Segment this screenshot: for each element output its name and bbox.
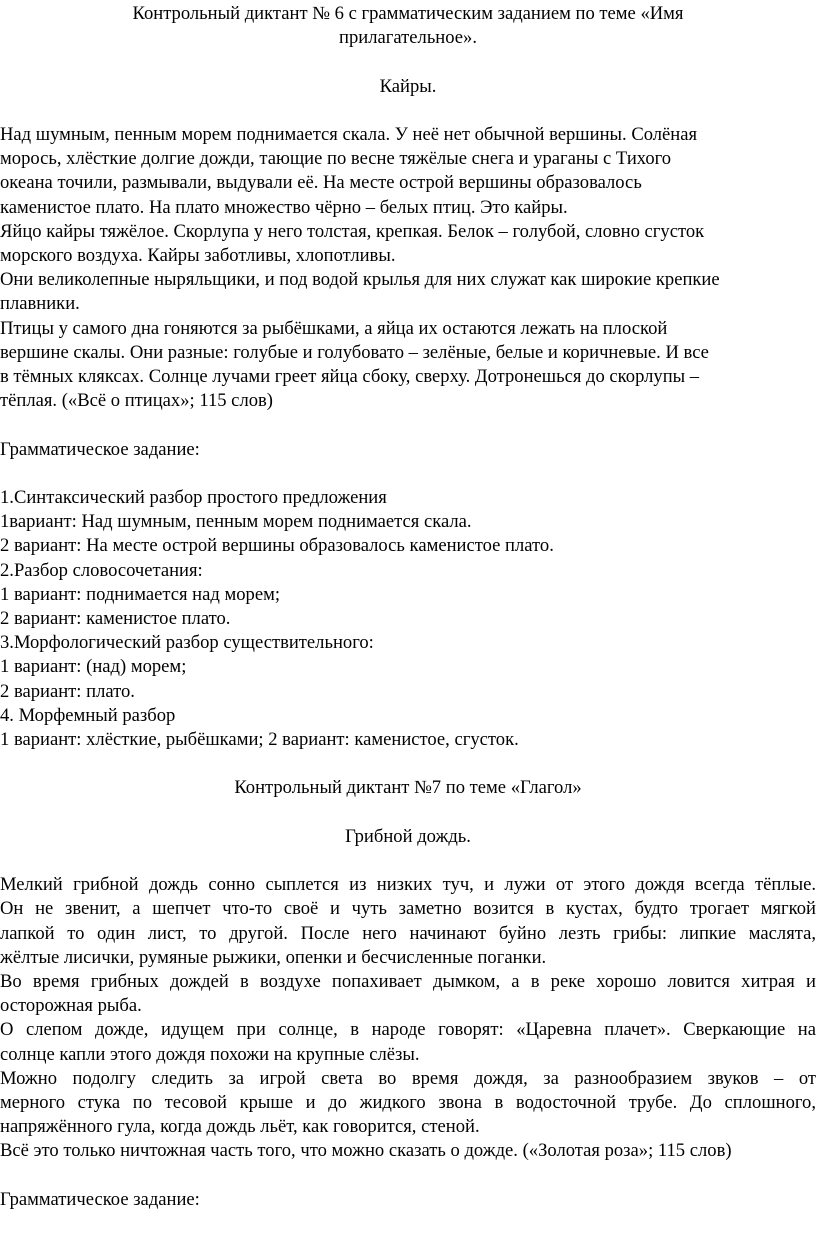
dictation1-text-title: Кайры. (379, 75, 437, 97)
dictation1-title-line: прилагательное». (339, 27, 477, 49)
text-line: Можно подолгу следить за игрой света во время дождя, за разнообразием звуков – от (0, 1067, 816, 1089)
text-line: Мелкий грибной дождь сонно сыплется из низких туч, и лужи от этого дождя всегда тёплые. (0, 874, 816, 896)
task-line: 2.Разбор словосочетания: (0, 559, 203, 581)
dictation1-title (0, 2, 816, 50)
task-line: 2 вариант: На месте острой вершины образовалось каменистое плато. (0, 535, 554, 557)
dictation1-title-line: Контрольный диктант № 6 с грамматическим заданием по теме «Имя (132, 3, 684, 24)
text-line: напряжённого гула, когда дождь льёт, как говорится, стеной. (0, 1116, 480, 1138)
task-line: 2 вариант: плато. (0, 680, 135, 702)
dictation2-text-title: Грибной дождь. (345, 825, 471, 847)
text-line: Птицы у самого дна гоняются за рыбёшками, а яйца их остаются лежать на плоской (0, 317, 668, 339)
text-line: Всё это только ничтожная часть того, что можно сказать о дожде. («Золотая роза»; 115 слов) (0, 1140, 732, 1162)
task-line: 1 вариант: (над) морем; (0, 656, 187, 678)
blank-line (0, 849, 816, 873)
blank-line (0, 413, 816, 437)
task-line: 1.Синтаксический разбор простого предложения (0, 487, 387, 508)
text-line: О слепом дожде, идущем при солнце, в народе говорят: «Царевна плачет». Сверкающие на (0, 1019, 816, 1041)
text-line: плавники. (0, 293, 80, 315)
dictation2-task-heading: Грамматическое задание: (0, 1188, 200, 1210)
text-line: Над шумным, пенным морем поднимается скала. У неё нет обычной вершины. Солёная (0, 123, 698, 145)
blank-line (0, 752, 816, 776)
text-line: осторожная рыба. (0, 995, 142, 1017)
blank-line (0, 1164, 816, 1188)
text-line: морского воздуха. Кайры заботливы, хлопотливы. (0, 245, 396, 266)
text-line: вершине скалы. Они разные: голубые и голубовато – зелёные, белые и коричневые. И все (0, 341, 709, 363)
dictation1-text (0, 123, 816, 413)
dictation1-task-heading: Грамматическое задание: (0, 438, 200, 460)
blank-line (0, 462, 816, 486)
text-line: солнце капли этого дождя похожи на крупные слёзы. (0, 1043, 420, 1065)
text-line: жёлтые лисички, румяные рыжики, опенки и бесчисленные поганки. (0, 946, 547, 968)
text-line: морось, хлёсткие долгие дожди, тающие по весне тяжёлые снега и ураганы с Тихого (0, 148, 672, 170)
blank-line (0, 50, 816, 74)
dictation2-title: Контрольный диктант №7 по теме «Глагол» (234, 777, 582, 799)
task-line: 2 вариант: каменистое плато. (0, 608, 231, 630)
dictation1-task-list (0, 486, 816, 752)
dictation2-text (0, 873, 816, 1163)
text-line: Яйцо кайры тяжёлое. Скорлупа у него толстая, крепкая. Белок – голубой, словно сгусток (0, 220, 705, 242)
text-line: в тёмных кляксах. Солнце лучами греет яйца сбоку, сверху. Дотронешься до скорлупы – (0, 366, 700, 388)
text-line: Во время грибных дождей в воздухе попахивает дымком, а в реке хорошо ловится хитрая и (0, 971, 816, 993)
task-line: 1 вариант: поднимается над морем; (0, 583, 281, 605)
text-line: тёплая. («Всё о птицах»; 115 слов) (0, 390, 273, 412)
text-line: мерного стука по тесовой крыше и до жидкого звона в водосточной трубе. До сплошного, (0, 1092, 816, 1114)
blank-line (0, 99, 816, 123)
text-line: Они великолепные ныряльщики, и под водой крылья для них служат как широкие крепкие (0, 269, 720, 291)
task-line: 4. Морфемный разбор (0, 704, 176, 726)
text-line: каменистое плато. На плато множество чёрно – белых птиц. Это кайры. (0, 196, 568, 218)
task-line: 3.Морфологический разбор существительного: (0, 632, 374, 654)
task-line: 1 вариант: хлёсткие, рыбёшками; 2 вариант: каменистое, сгусток. (0, 729, 519, 751)
text-line: лапкой то один лист, то другой. После него начинают буйно лезть грибы: липкие маслята, (0, 922, 816, 944)
task-line: 1вариант: Над шумным, пенным морем поднимается скала. (0, 511, 472, 533)
text-line: океана точили, размывали, выдували её. На месте острой вершины образовалось (0, 172, 642, 194)
blank-line (0, 801, 816, 825)
text-line: Он не звенит, а шепчет что-то своё и чуть заметно возится в кустах, будто трогает мягкой (0, 898, 816, 920)
